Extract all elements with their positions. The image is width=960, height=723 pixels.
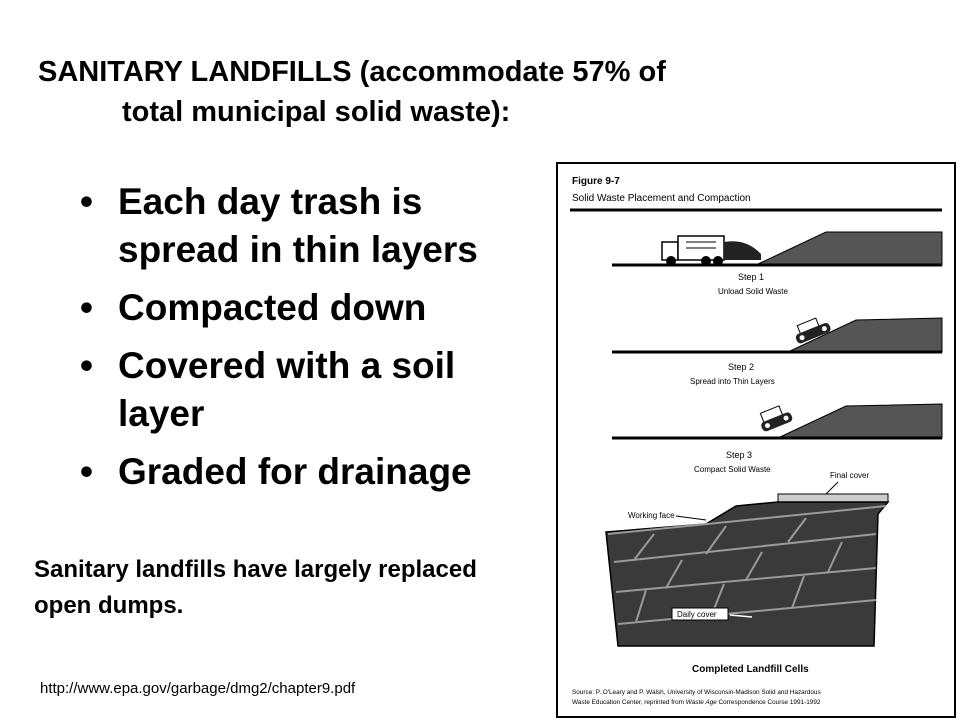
source-line-2-a: Waste Education Center, reprinted from [572, 699, 686, 706]
final-cover-label: Final cover [830, 471, 870, 480]
figure-caption: Solid Waste Placement and Compaction [572, 193, 751, 204]
bullet-item [80, 342, 550, 438]
title-line-1: SANITARY LANDFILLS (accommodate 57% of [38, 56, 666, 88]
bullet-text: Covered with a soil layer [118, 345, 456, 434]
title-line-2: total municipal solid waste): [122, 96, 511, 128]
landfill-figure [556, 162, 956, 718]
bullet-text: Graded for drainage [118, 451, 472, 492]
source-line-2-c: Correspondence Course 1991-1992 [716, 699, 821, 706]
final-cover-layer [778, 494, 888, 502]
source-line-1: Source: P. O'Leary and P. Walsh, University of Wisconsin-Madison Solid and Hazardous [572, 689, 821, 696]
bullet-marker: • [80, 181, 93, 222]
step1-desc: Unload Solid Waste [718, 287, 788, 296]
bullet-marker: • [80, 451, 93, 492]
working-face-label: Working face [628, 511, 675, 520]
daily-cover-label: Daily cover [677, 610, 717, 619]
summary-note: Sanitary landfills have largely replaced open dumps. [34, 556, 477, 619]
landfill-diagram [556, 162, 956, 718]
step3-label: Step 3 [726, 450, 753, 460]
step2-label: Step 2 [728, 362, 755, 372]
bullet-text: Each day trash is spread in thin layers [118, 181, 478, 270]
bullet-marker: • [80, 345, 93, 386]
source-line-2-journal: Waste Age [685, 699, 717, 706]
bullet-list [80, 178, 550, 506]
bullet-marker: • [80, 287, 93, 328]
step1-label: Step 1 [738, 272, 765, 282]
step3-desc: Compact Solid Waste [694, 465, 771, 474]
source-line-2 [572, 699, 821, 706]
figure-number: Figure 9-7 [572, 176, 620, 187]
bullet-item [80, 178, 550, 274]
bullet-item [80, 448, 550, 496]
completed-cells-label: Completed Landfill Cells [692, 664, 809, 675]
bullet-text: Compacted down [118, 287, 427, 328]
bullet-item [80, 284, 550, 332]
step2-desc: Spread into Thin Layers [690, 377, 775, 386]
source-url[interactable]: http://www.epa.gov/garbage/dmg2/chapter9.pdf [40, 680, 356, 697]
slide-title [38, 52, 878, 132]
